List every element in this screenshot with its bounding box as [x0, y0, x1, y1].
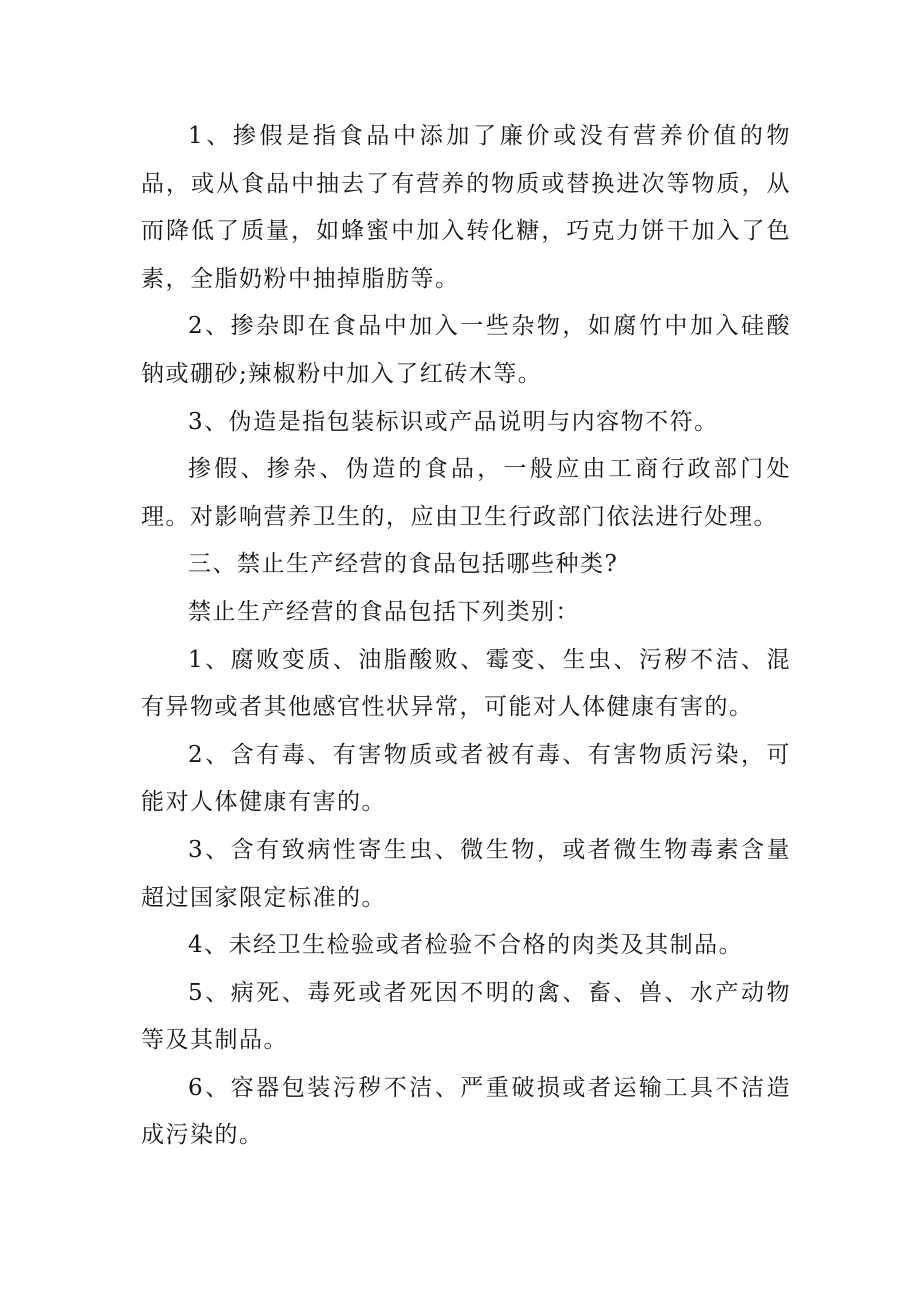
list-item-prohibited-2: 2、含有毒、有害物质或者被有毒、有害物质污染，可能对人体健康有害的。: [141, 741, 791, 816]
list-item-prohibited-1: 1、腐败变质、油脂酸败、霉变、生虫、污秽不洁、混有异物或者其他感官性状异常，可能对人体健康有害的。: [141, 646, 791, 721]
document-body: [141, 113, 791, 1160]
paragraph-prohibited-intro: 禁止生产经营的食品包括下列类别：: [188, 598, 580, 625]
section-heading-prohibited-foods: 三、禁止生产经营的食品包括哪些种类?: [188, 551, 619, 578]
list-item-prohibited-6: 6、容器包装污秽不洁、严重破损或者运输工具不洁造成污染的。: [141, 1074, 791, 1149]
paragraph-forgery-definition: 3、伪造是指包装标识或产品说明与内容物不符。: [188, 408, 719, 435]
paragraph-impurity-definition: 2、掺杂即在食品中加入一些杂物，如腐竹中加入硅酸钠或硼砂;辣椒粉中加入了红砖木等。: [141, 313, 791, 387]
paragraph-adulteration-definition: 1、掺假是指食品中添加了廉价或没有营养价值的物品，或从食品中抽去了有营养的物质或替换进次等物质，从而降低了质量，如蜂蜜中加入转化糖，巧克力饼干加入了色素，全脂奶粉中抽掉脂肪等。: [141, 123, 791, 292]
list-item-prohibited-4: 4、未经卫生检验或者检验不合格的肉类及其制品。: [188, 932, 744, 959]
list-item-prohibited-5: 5、病死、毒死或者死因不明的禽、畜、兽、水产动物等及其制品。: [141, 979, 791, 1054]
paragraph-handling-authority: 掺假、掺杂、伪造的食品，一般应由工商行政部门处理。对影响营养卫生的，应由卫生行政部门依法进行处理。: [141, 456, 791, 530]
list-item-prohibited-3: 3、含有致病性寄生虫、微生物，或者微生物毒素含量超过国家限定标准的。: [141, 836, 791, 911]
